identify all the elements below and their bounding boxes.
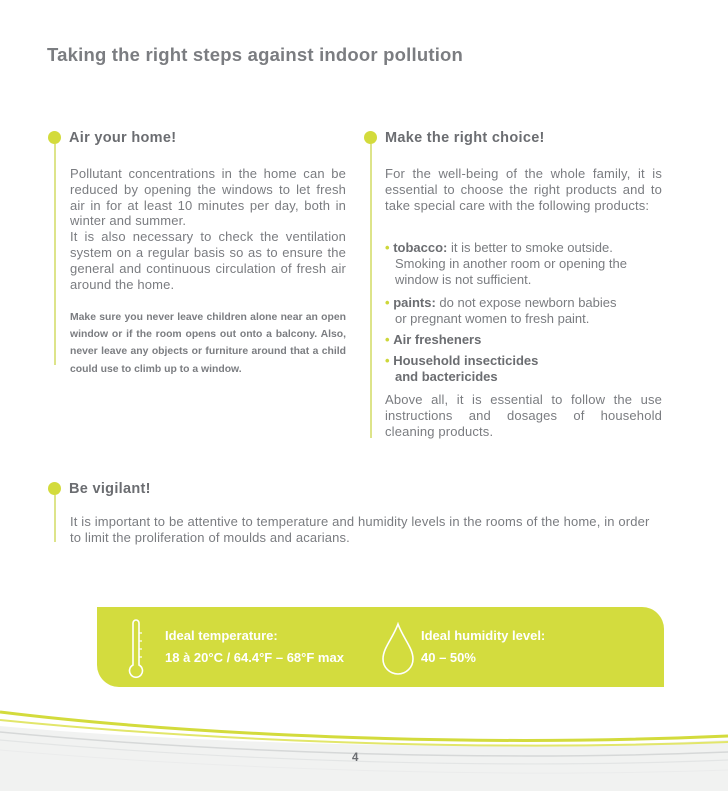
list-item: [385, 295, 675, 327]
bullet-dot-icon: •: [385, 240, 390, 255]
page-number: 4: [352, 752, 359, 764]
bullet-dot-icon: •: [385, 295, 390, 310]
section-rule: [370, 144, 372, 438]
list-item: [385, 240, 675, 288]
decorative-wave-footer: [0, 700, 728, 791]
section-outro: Above all, it is essential to follow the use instructions and dosages of household cleaning products.: [385, 392, 662, 439]
page-title: Taking the right steps against indoor pollution: [47, 44, 464, 65]
water-drop-icon: [381, 622, 415, 678]
list-item-keyword: paints:: [393, 295, 436, 310]
ideal-conditions-box: [97, 607, 664, 687]
list-item-keyword: and bactericides: [395, 369, 498, 384]
list-item: [385, 353, 675, 385]
bullet-dot-icon: [48, 131, 61, 144]
paragraph: It is also necessary to check the ventilation system on a regular basis so as to ensure the general and continuous circulation of fresh air around the home.: [70, 229, 346, 292]
list-item-text: it is better to smoke outside.: [447, 240, 613, 255]
list-item-text: Smoking in another room or opening the: [395, 256, 627, 271]
section-body: [70, 166, 346, 292]
section-heading: Air your home!: [69, 130, 177, 146]
section-intro: For the well-being of the whole family, it is essential to choose the right products and to take special care with the following products:: [385, 166, 662, 213]
section-rule: [54, 144, 56, 365]
ideal-temperature-label: Ideal temperature:: [165, 628, 278, 643]
section-rule: [54, 495, 56, 542]
bullet-dot-icon: [48, 482, 61, 495]
list-item: [385, 332, 675, 348]
section-heading: Make the right choice!: [385, 130, 545, 146]
list-item-text: window is not sufficient.: [395, 272, 532, 287]
safety-warning: Make sure you never leave children alone near an open window or if the room opens out onto a balcony. Also, never leave any objects or furniture around that a child could use to climb up to a window.: [70, 312, 346, 375]
ideal-humidity-value: 40 – 50%: [421, 650, 476, 665]
list-item-text: do not expose newborn babies: [435, 295, 617, 310]
list-item-keyword: Air fresheners: [393, 332, 482, 347]
ideal-temperature-value: 18 à 20°C / 64.4°F – 68°F max: [165, 650, 344, 665]
bullet-dot-icon: [364, 131, 377, 144]
list-item-keyword: Household insecticides: [393, 353, 539, 368]
bullet-dot-icon: •: [385, 332, 390, 347]
section-body: It is important to be attentive to temperature and humidity levels in the rooms of the home, in order to limit the proliferation of moulds and acarians.: [70, 514, 650, 545]
paragraph: Pollutant concentrations in the home can be reduced by opening the windows to let fresh air in for at least 10 minutes per day, both in winter and summer.: [70, 166, 346, 229]
ideal-humidity-label: Ideal humidity level:: [421, 628, 546, 643]
list-item-keyword: tobacco:: [393, 240, 448, 255]
section-heading: Be vigilant!: [69, 481, 151, 497]
list-item-text: or pregnant women to fresh paint.: [395, 311, 590, 326]
thermometer-icon: [128, 619, 144, 683]
bullet-dot-icon: •: [385, 353, 390, 368]
